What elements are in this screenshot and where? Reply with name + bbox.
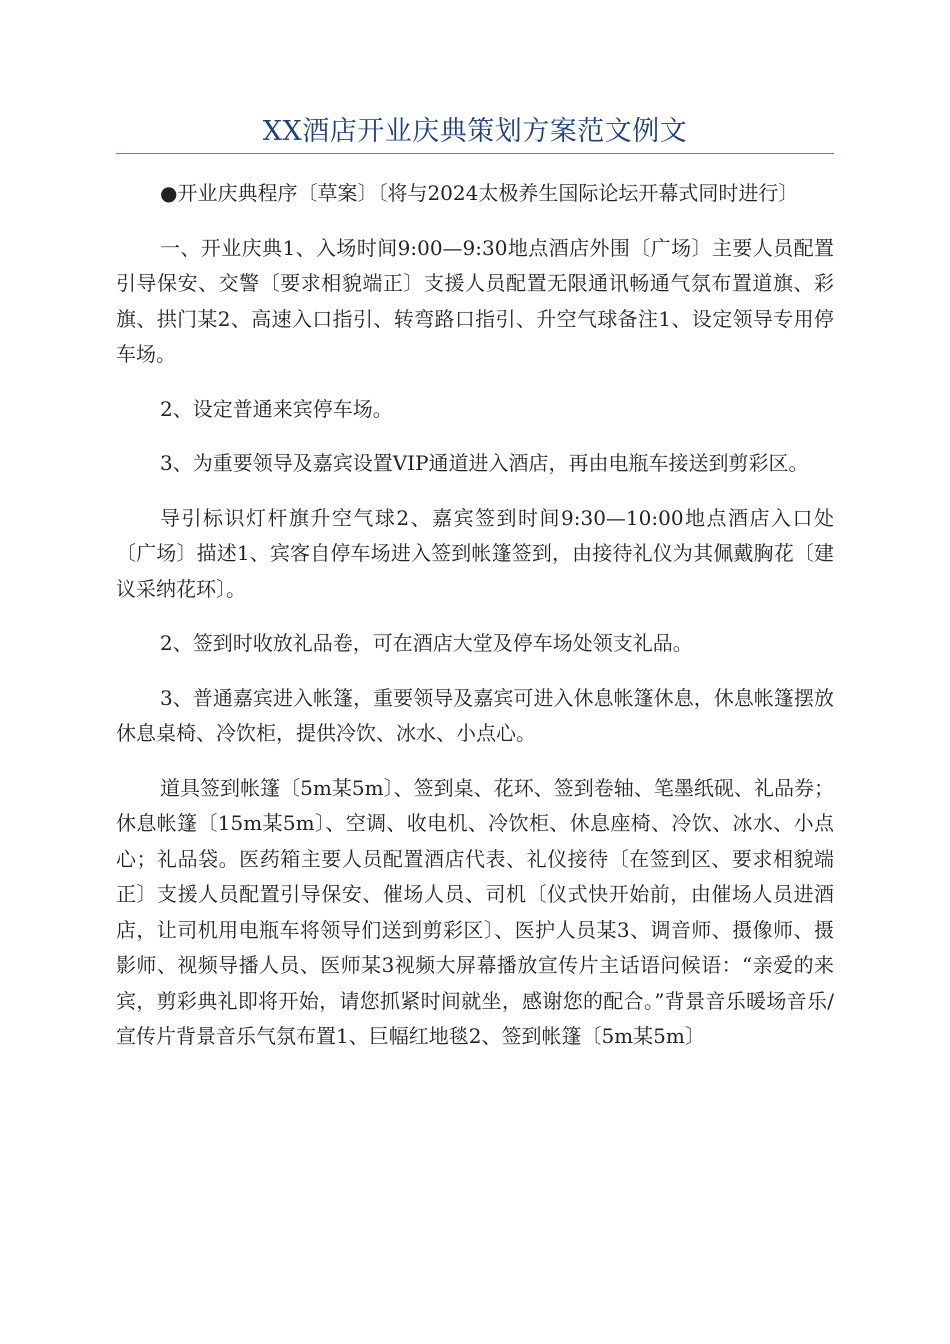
- document-title: XX酒店开业庆典策划方案范文例文: [262, 116, 688, 147]
- paragraph: 2、设定普通来宾停车场。: [160, 396, 393, 421]
- paragraph: 导引标识灯杆旗升空气球2、嘉宾签到时间9:30—10:00地点酒店入口处〔广场〕描述1、宾客自停车场进入签到帐篷签到，由接待礼仪为其佩戴胸花〔建议采纳花环〕。: [116, 505, 834, 601]
- paragraph: 道具签到帐篷〔5m某5m〕、签到桌、花环、签到卷轴、笔墨纸砚、礼品券；休息帐篷〔15m某5m〕、空调、收电机、冷饮柜、休息座椅、冷饮、冰水、小点心；礼品袋。医药箱主要人员配置酒店代表、礼仪接待〔在签到区、要求相貌端正〕支援人员配置引导保安、催场人员、司机〔仪式快开始前，由催场人员进酒店，让司机用电瓶车将领导们送到剪彩区〕、医护人员某3、调音师、摄像师、摄影师、视频导播人员、医师某3视频大屏幕播放宣传片主话语问候语：“亲爱的来宾，剪彩典礼即将开始，请您抓紧时间就坐，感谢您的配合。”背景音乐暖场音乐/宣传片背景音乐气氛布置1、巨幅红地毯2、签到帐篷〔5m某5m〕: [116, 775, 834, 1048]
- paragraph: 一、开业庆典1、入场时间9:00—9:30地点酒店外围〔广场〕主要人员配置引导保安、交警〔要求相貌端正〕支援人员配置无限通讯畅通气氛布置道旗、彩旗、拱门某2、高速入口指引、转弯路口指引、升空气球备注1、设定领导专用停车场。: [116, 235, 834, 366]
- document-body: [116, 176, 834, 1074]
- paragraph: 3、为重要领导及嘉宾设置VIP通道进入酒店，再由电瓶车接送到剪彩区。: [160, 451, 809, 475]
- paragraph: 2、签到时收放礼品卷，可在酒店大堂及停车场处领支礼品。: [160, 631, 693, 655]
- paragraph: ●开业庆典程序〔草案〕〔将与2024太极养生国际论坛开幕式同时进行〕: [160, 181, 799, 205]
- paragraph: 3、普通嘉宾进入帐篷，重要领导及嘉宾可进入休息帐篷休息，休息帐篷摆放休息桌椅、冷饮柜，提供冷饮、冰水、小点心。: [116, 685, 834, 745]
- title-underline: [116, 153, 834, 154]
